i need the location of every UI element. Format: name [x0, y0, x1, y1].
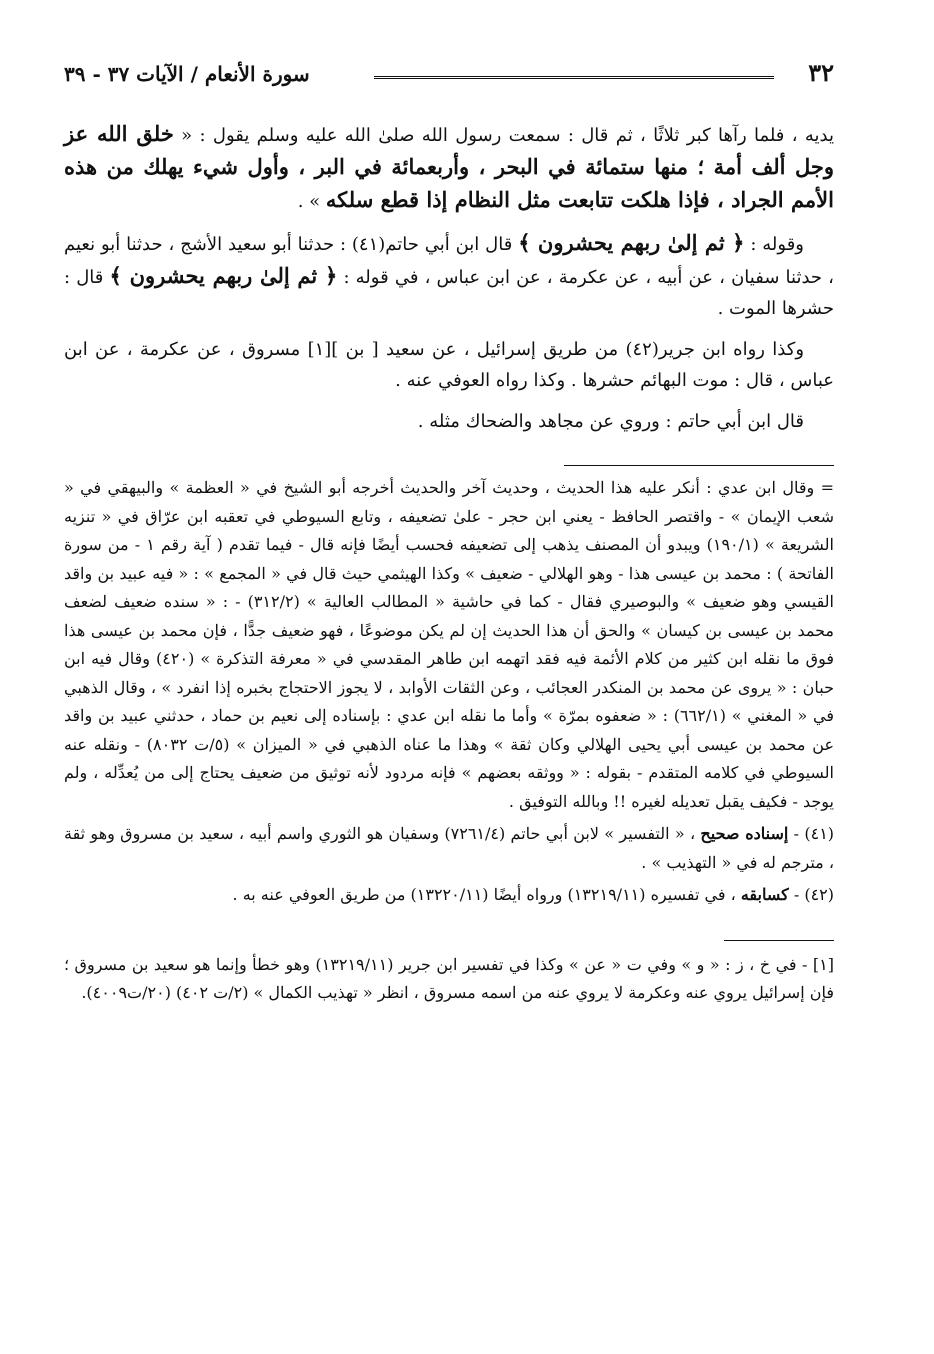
footnote-divider	[564, 465, 834, 466]
main-text	[64, 118, 834, 437]
main-bold-text: ﴿ ثم إلىٰ ربهم يحشرون ﴾	[518, 230, 745, 255]
main-bold-text: ﴿ ثم إلىٰ ربهم يحشرون ﴾	[109, 263, 338, 288]
footnote-text: (٤١) -	[788, 824, 835, 843]
footnote-text: ، « التفسير » لابن أبي حاتم (٧٢٦١/٤) وسفيان هو الثوري واسم أبيه ، سعيد بن مسروق وهو ثقة ، مترجم له في « التهذيب » .	[64, 824, 834, 872]
main-text: قال : حشرها الموت .	[64, 267, 834, 319]
footnote-paragraph	[64, 881, 834, 910]
header-rule	[374, 76, 774, 79]
footnote-bold-text: كسابقه	[740, 885, 789, 904]
main-paragraph	[64, 227, 834, 324]
footnote-bold-text: إسناده صحيح	[700, 824, 789, 843]
footnote-text: = وقال ابن عدي : أنكر عليه هذا الحديث ، وحديث آخر والحديث أخرجه أبو الشيخ في « العظمة » والبيهقي في « شعب الإيمان » - واقتصر الحافظ - يعني ابن حجر - علىٰ تضعيفه ، وتابع السيوطي في تعقبه ابن عرّاق في « تنزيه الشريعة » (١٩٠/١) ويبدو أن المصنف يذهب إلى تضعيفه فحسب أيضًا فإنه قال - فيما تقدم ( آية رقم ١ - من سورة الفاتحة ) : محمد بن عيسى هذا - وهو الهلالي - ضعيف » وكذا الهيثمي حيث قال في « المجمع » : « فيه عبيد بن واقد القيسي وهو ضعيف » والبوصيري فقال - كما في حاشية « المطالب العالية » (٣١٢/٢) - : « سنده ضعيف لضعف محمد بن عيسى بن كيسان » والحق أن هذا الحديث إن لم يكن موضوعًا ، فهو ضعيف جدًّا ، فإن محمد بن عيسى هذا فوق ما نقله ابن كثير من كلام الأئمة فيه فقد اتهمه ابن طاهر المقدسي في « معرفة التذكرة » (٤٢٠) وقال فيه ابن حبان : « يروى عن محمد بن المنكدر العجائب ، وعن الثقات الأوابد ، لا يجوز الاحتجاج بخبره إذا انفرد » ، وقال الذهبي في « المغني » (٦٦٢/١) : « ضعفوه بمرّة » وأما ما نقله ابن عدي : بإسناده إلى نعيم بن حماد ، حدثني عبيد بن واقد عن محمد بن عيسى أبي يحيى الهلالي وكان ثقة » وهذا ما عناه الذهبي في « الميزان » (٥/ت ٨٠٣٢) - ونقله عنه السيوطي في كلامه المتقدم - بقوله : « ووثقه بعضهم » فإنه مردود لأنه توثيق من ضعيف يحتاج إلى من يُعدِّله ، ولم يوجد - فكيف يقبل تعديله لغيره !! وبالله التوفيق .	[64, 478, 835, 811]
footnote-text: (٤٢) -	[788, 885, 834, 904]
main-paragraph	[64, 406, 834, 437]
main-paragraph	[64, 334, 834, 396]
footnote-text: ، في تفسيره (١٣٢١٩/١١) ورواه أيضًا (١٣٢٢٠/١١) من طريق العوفي عنه به .	[232, 885, 741, 904]
main-text: قال ابن أبي حاتم : وروي عن مجاهد والضحاك مثله .	[417, 411, 804, 432]
page-number: ٣٢	[808, 58, 834, 87]
variant-paragraph	[64, 951, 834, 1007]
main-text: » .	[297, 191, 326, 212]
main-paragraph	[64, 118, 834, 217]
main-text: قال ابن أبي حاتم(٤١) : حدثنا أبو سعيد الأشج ، حدثنا أبو نعيم ، حدثنا سفيان ، عن أبيه ، عن عكرمة ، عن ابن عباس ، في قوله :	[64, 234, 834, 288]
main-text: وكذا رواه ابن جرير(٤٢) من طريق إسرائيل ، عن سعيد [ بن ][١] مسروق ، عن عكرمة ، عن ابن عباس ، قال : موت البهائم حشرها . وكذا رواه العوفي عنه .	[64, 339, 834, 391]
footnote-paragraph	[64, 820, 834, 877]
main-bold-text: خلق الله عز وجل ألف أمة ؛ منها ستمائة في البحر ، وأربعمائة في البر ، وأول شيء يهلك من هذه الأمم الجراد ، فإذا هلكت تتابعت مثل النظام إذا قطع سلكه	[64, 121, 834, 212]
main-text: وقوله :	[744, 234, 804, 255]
main-text: يديه ، فلما رآها كبر ثلاثًا ، ثم قال : سمعت رسول الله صلىٰ الله عليه وسلم يقول : «	[173, 125, 834, 146]
running-title: سورة الأنعام / الآيات ٣٧ - ٣٩	[64, 62, 310, 86]
variant-notes	[64, 951, 834, 1007]
page-header	[64, 56, 834, 96]
book-page	[64, 56, 834, 1316]
variant-text: [١] - في خ ، ز : « و » وفي ت « عن » وكذا في تفسير ابن جرير (١٣٢١٩/١١) وهو خطأ وإنما هو سعيد بن مسروق ؛ فإن إسرائيل يروي عنه وعكرمة لا يروي عنه من اسمه مسروق ، انظر « تهذيب الكمال » (٢/ت ٤٠٢) (٢٠/ت٤٠٠٩).	[64, 954, 835, 1002]
footnotes	[64, 474, 834, 910]
variant-divider	[724, 940, 834, 941]
footnote-paragraph	[64, 474, 834, 816]
